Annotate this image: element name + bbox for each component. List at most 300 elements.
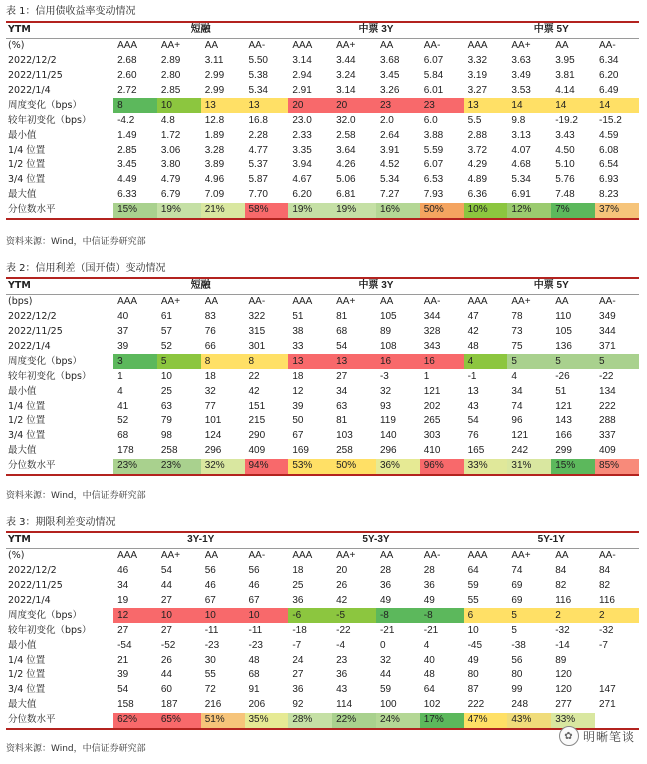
table-cell: 3.94	[292, 159, 312, 171]
table-cell: 89	[555, 654, 567, 666]
table-cell: AA-	[423, 40, 441, 52]
table-cell: 52	[160, 341, 172, 352]
table-cell: AA	[379, 296, 394, 308]
table-cell: 5.38	[248, 70, 268, 82]
table-cell: 14	[595, 98, 639, 113]
row-label: 2022/1/4	[8, 595, 51, 606]
table-cell: 33%	[551, 713, 595, 729]
row-label: 1/4 位置	[8, 400, 46, 412]
table-row	[6, 384, 639, 399]
table-cell: 4.59	[599, 129, 619, 141]
row-label: 周度变化（bps）	[8, 355, 83, 367]
table-cell: 33%	[464, 459, 508, 475]
table-cell: 2.58	[336, 129, 356, 141]
table-cell: 3.68	[379, 55, 400, 67]
corner-label: YTM	[8, 534, 31, 546]
table-cell: 43	[467, 400, 479, 412]
table-cell: 3.45	[379, 70, 400, 82]
table-cell: 51	[555, 385, 567, 397]
table-cell: 4.07	[511, 144, 531, 156]
table-cell: 54	[117, 684, 129, 696]
header-row	[6, 279, 639, 294]
table-cell: 103	[336, 430, 353, 442]
table-cell: AAA	[117, 296, 138, 308]
table-cell: 54	[160, 565, 172, 577]
table-cell: 12	[113, 608, 157, 623]
table-cell: 409	[599, 445, 616, 457]
table-row	[6, 698, 639, 713]
table-row	[6, 158, 639, 173]
table-cell: 1	[423, 370, 430, 382]
table-cell: 28%	[288, 713, 332, 729]
table-cell: 13	[245, 98, 289, 113]
table-cell: 7.27	[379, 189, 400, 201]
table-cell: 84	[599, 565, 611, 577]
table-cell: 8.23	[599, 189, 619, 201]
table-cell: 19	[117, 595, 129, 606]
table-cell: 96	[511, 415, 523, 427]
table-cell: 69	[511, 595, 523, 606]
table-cell: 301	[248, 341, 266, 352]
table-cell: 3.91	[379, 144, 400, 156]
table-row	[6, 354, 639, 369]
table-cell: 23%	[157, 459, 201, 475]
table-cell: 5.76	[555, 174, 575, 186]
table-cell: 72	[204, 684, 216, 696]
table-cell: AA-	[423, 550, 441, 562]
row-label: 较年初变化（bps）	[8, 370, 92, 382]
table-cell: 48	[248, 654, 260, 666]
row-label: 1/4 位置	[8, 144, 46, 156]
table-cell: 13	[288, 354, 332, 369]
table-cell: -5	[332, 608, 376, 623]
table-cell: 4.67	[292, 174, 312, 186]
table-cell: 64	[423, 684, 435, 696]
table-cell: 6.79	[160, 189, 181, 201]
table-cell: 7.09	[204, 189, 225, 201]
table2-source: 资料来源：Wind，中信证券研究部	[6, 491, 146, 501]
table-cell: 2.60	[117, 70, 137, 82]
table-cell: 68	[248, 669, 260, 681]
table-cell: 136	[555, 341, 572, 352]
table-cell: 169	[292, 445, 309, 457]
table-cell: 4.77	[248, 144, 268, 156]
group-header: 中票 3Y	[358, 280, 394, 292]
table3-title: 表 3：期限利差变动情况	[6, 517, 116, 528]
table-cell: -21	[379, 624, 395, 636]
wechat-logo-icon: ✿	[559, 726, 579, 746]
table-cell: 20	[336, 565, 348, 577]
table-cell: 10	[201, 608, 245, 623]
table-cell: 15%	[113, 203, 157, 219]
table-cell: 100	[379, 699, 397, 711]
table-cell: AA	[555, 296, 569, 308]
table-cell: 49	[467, 654, 479, 666]
table-cell: AA+	[160, 40, 181, 52]
table-cell: AA	[555, 550, 569, 562]
table-cell: 3.95	[555, 55, 575, 67]
table-cell: 5	[551, 354, 595, 369]
table-cell: 46	[204, 580, 216, 592]
row-label: 最大值	[8, 445, 37, 457]
table-cell: 32	[379, 385, 392, 397]
table-cell: -3	[379, 370, 389, 382]
table-cell: AA	[204, 550, 219, 562]
table-cell: 13	[201, 98, 245, 113]
table-cell: -21	[423, 624, 439, 636]
table-cell: 288	[599, 415, 616, 427]
table-cell: 34	[336, 385, 348, 397]
row-label: 最小值	[8, 639, 37, 651]
table-cell: 3.44	[336, 55, 356, 67]
table-cell: 27	[160, 624, 172, 636]
table-cell: 48	[423, 669, 435, 681]
table-cell: -8	[376, 608, 420, 623]
table-cell: 39	[117, 669, 129, 681]
table-cell: 5.37	[248, 159, 268, 171]
row-label: 周度变化（bps）	[8, 99, 83, 111]
table-cell: 3.13	[511, 129, 531, 141]
watermark	[559, 726, 635, 746]
table-cell: 3	[113, 354, 157, 369]
table-cell: 5.87	[248, 174, 268, 186]
table-cell: 96%	[420, 459, 464, 475]
table-cell: 38	[292, 326, 304, 338]
table-cell: 4	[464, 354, 508, 369]
table-cell: 2.89	[160, 55, 181, 67]
table-cell: -11	[248, 624, 263, 636]
table-cell: 13	[467, 385, 479, 397]
table-cell: 63	[336, 400, 348, 412]
table-cell: 6.53	[423, 174, 444, 186]
table-cell: 6.93	[599, 174, 619, 186]
table-cell: 258	[160, 445, 178, 457]
table-cell: 1.89	[204, 129, 225, 141]
table-cell: 119	[379, 415, 396, 427]
table-cell: -45	[467, 639, 483, 651]
table-cell: 84	[555, 565, 567, 577]
table-cell: 56	[248, 565, 260, 577]
table-cell: 15%	[551, 459, 595, 475]
table-cell: -32	[599, 624, 614, 636]
table-cell: 19%	[288, 203, 332, 219]
table-cell: -18	[292, 624, 307, 636]
table-cell: -38	[511, 639, 526, 651]
group-header: 3Y-1Y	[187, 534, 215, 546]
row-label: 2022/11/25	[8, 580, 63, 592]
table-cell: 43	[336, 684, 348, 696]
table-row	[6, 623, 639, 638]
table-cell: AA-	[599, 40, 616, 52]
row-label: 1/2 位置	[8, 669, 46, 681]
table-row	[6, 399, 639, 414]
table-cell: 6.20	[599, 70, 619, 82]
table-cell: 337	[599, 430, 616, 442]
table-cell: 6.91	[511, 189, 531, 201]
table-cell: 2	[595, 608, 639, 623]
watermark-text: 明晰笔谈	[582, 729, 635, 744]
row-label: 分位数水平	[8, 460, 56, 472]
table-cell: 36	[292, 595, 304, 606]
table-cell: 32	[379, 654, 392, 666]
table-cell: 28	[423, 565, 435, 577]
table-cell: 26	[160, 654, 172, 666]
corner-label: YTM	[8, 24, 31, 36]
table-cell: 6.07	[423, 55, 444, 67]
table-cell: 2.99	[204, 85, 225, 96]
table-cell: AAA	[117, 40, 138, 52]
row-label: 2022/1/4	[8, 341, 51, 352]
table-cell: 78	[511, 311, 523, 323]
table-cell: -15.2	[599, 114, 622, 126]
table-cell: 6.36	[467, 189, 488, 201]
table-row	[6, 608, 639, 623]
table-cell: 5	[595, 354, 639, 369]
table-cell: 10	[245, 608, 289, 623]
table-cell: 28	[379, 565, 392, 577]
table-cell: 57	[160, 326, 172, 338]
table-cell: 108	[379, 341, 397, 352]
table-cell: 91	[248, 684, 260, 696]
table-cell: 121	[511, 430, 529, 442]
table-cell: 5	[511, 624, 517, 636]
table-cell: 42	[248, 385, 260, 397]
table-cell: 2.80	[160, 70, 181, 82]
table-cell: 6.08	[599, 144, 619, 156]
table-cell: 67	[204, 595, 216, 606]
table-cell: 3.53	[511, 85, 531, 96]
table-cell: 46	[117, 565, 129, 577]
row-label: (%)	[8, 550, 25, 562]
table-cell: -8	[420, 608, 464, 623]
table-cell: 47	[467, 311, 479, 323]
table-cell: 6.07	[423, 159, 444, 171]
table-row	[6, 369, 639, 384]
row-label: 2022/12/2	[8, 55, 57, 67]
table-cell: 74	[511, 400, 523, 412]
table-cell: -7	[599, 639, 608, 651]
table-cell: 187	[160, 699, 178, 711]
table-cell: 248	[511, 699, 529, 711]
table-cell: -19.2	[555, 114, 578, 126]
table-cell: -7	[292, 639, 302, 651]
row-label: 3/4 位置	[8, 684, 46, 696]
table-cell: 56	[204, 565, 216, 577]
table-cell: 1.72	[160, 129, 181, 141]
table-cell: 10	[467, 624, 479, 636]
table-cell: -6	[288, 608, 332, 623]
table-cell: 94%	[245, 459, 289, 475]
corner-label: YTM	[8, 280, 31, 292]
row-label: 1/2 位置	[8, 415, 46, 427]
table-cell: -52	[160, 639, 176, 651]
table-row	[6, 54, 639, 69]
table-cell: 51%	[201, 713, 245, 729]
table-cell: 4.96	[204, 174, 225, 186]
table-cell: 68	[117, 430, 129, 442]
table-cell: 89	[379, 326, 392, 338]
table-cell: 49	[379, 595, 392, 606]
table-cell: 59	[467, 580, 479, 592]
table-cell: 92	[292, 699, 304, 711]
table-cell: 43%	[507, 713, 551, 729]
table-row	[6, 84, 639, 99]
table-cell	[595, 653, 639, 668]
table-cell: 36	[379, 580, 392, 592]
table-cell: 4.50	[555, 144, 575, 156]
table-row	[6, 188, 639, 203]
table-cell: 64	[467, 565, 479, 577]
group-header: 5Y-1Y	[537, 534, 565, 546]
table-cell: 6.20	[292, 189, 312, 201]
table-cell: 5.5	[467, 114, 482, 126]
table-cell: 3.14	[292, 55, 312, 67]
table-cell: AA	[555, 40, 569, 52]
table-cell: 44	[379, 669, 392, 681]
row-label: 周度变化（bps）	[8, 609, 83, 621]
table-cell: 67	[248, 595, 260, 606]
table-cell: AA-	[248, 296, 266, 308]
table3-source: 资料来源：Wind，中信证券研究部	[6, 744, 146, 754]
table-cell: 121	[423, 385, 441, 397]
table-cell: AA	[204, 40, 219, 52]
table-cell: 3.24	[336, 70, 356, 82]
table-cell: 2.94	[292, 70, 312, 82]
table-cell: 85%	[595, 459, 639, 475]
table-cell: 110	[555, 311, 572, 323]
table-cell: 134	[599, 385, 616, 397]
table-cell: AA	[379, 550, 394, 562]
table-cell: 105	[555, 326, 572, 338]
table-cell: 5.84	[423, 70, 444, 82]
table-cell: 2	[551, 608, 595, 623]
table-cell: 41	[117, 400, 129, 412]
table-cell: 16.8	[248, 114, 268, 126]
table-cell: 343	[423, 341, 441, 352]
table-row	[6, 69, 639, 84]
table-cell	[595, 668, 639, 683]
table-cell: 67	[292, 430, 304, 442]
table-cell: 3.14	[336, 85, 356, 96]
table-cell: 14	[551, 98, 595, 113]
row-label: 3/4 位置	[8, 430, 46, 442]
table-cell: 9.8	[511, 114, 526, 126]
table-row	[6, 325, 639, 340]
table-cell: 33	[292, 341, 304, 352]
table-cell: 3.89	[204, 159, 225, 171]
table-row	[6, 668, 639, 683]
table-cell: 4	[117, 385, 123, 397]
table-cell: 25	[292, 580, 304, 592]
row-label: 2022/12/2	[8, 311, 57, 323]
row-label: 最大值	[8, 189, 37, 201]
table-cell: 75	[511, 341, 523, 352]
table-cell: AA+	[160, 296, 181, 308]
table-cell: 206	[248, 699, 266, 711]
table-cell: 42	[467, 326, 479, 338]
table-cell: 2.0	[379, 114, 394, 126]
table-cell: 51	[292, 311, 304, 323]
table-cell: -54	[117, 639, 132, 651]
table-cell: 81	[336, 311, 348, 323]
table-cell: 99	[511, 684, 523, 696]
table-cell: 34	[511, 385, 523, 397]
table-cell: 2.85	[117, 144, 137, 156]
table-cell: 124	[204, 430, 222, 442]
table-cell: AA-	[248, 550, 266, 562]
table-cell: 3.43	[555, 129, 575, 141]
table-cell: 3.27	[467, 85, 488, 96]
table-row	[6, 579, 639, 594]
table-cell: 151	[248, 400, 266, 412]
table-cell: 121	[555, 400, 572, 412]
table-cell: 40	[423, 654, 435, 666]
table-cell: 140	[379, 430, 397, 442]
table-cell: 3.35	[292, 144, 312, 156]
table-cell: 5	[507, 608, 551, 623]
table-cell: 102	[423, 699, 441, 711]
table-cell: 21%	[201, 203, 245, 219]
group-header: 短融	[190, 24, 211, 36]
table-cell: 76	[467, 430, 479, 442]
table-cell: 4.14	[555, 85, 575, 96]
table-cell: 5.34	[248, 85, 268, 96]
table-cell: 5.34	[379, 174, 400, 186]
table1	[6, 23, 639, 220]
table-cell: 258	[336, 445, 353, 457]
table-cell: 58%	[245, 203, 289, 219]
header-row	[6, 533, 639, 548]
table-cell: 77	[204, 400, 216, 412]
table-cell: 34	[117, 580, 129, 592]
table-cell: 216	[204, 699, 222, 711]
table-cell: 222	[599, 400, 616, 412]
table-cell: 4.8	[160, 114, 175, 126]
group-header: 中票 5Y	[533, 280, 569, 292]
table-cell: 31%	[507, 459, 551, 475]
table-row	[6, 98, 639, 113]
table-row	[6, 173, 639, 188]
table-cell: 65%	[157, 713, 201, 729]
table-cell: 242	[511, 445, 529, 457]
table-row	[6, 429, 639, 444]
table-cell: 166	[555, 430, 572, 442]
table-cell: -1	[467, 370, 477, 382]
table-cell: 2.99	[204, 70, 225, 82]
table-cell: 8	[113, 98, 157, 113]
table-cell: 16	[376, 354, 420, 369]
row-label: 1/4 位置	[8, 654, 46, 666]
table-cell: 44	[160, 580, 172, 592]
table-row	[6, 444, 639, 459]
table-cell: 79	[160, 415, 172, 427]
table-cell: AAA	[292, 296, 313, 308]
row-label: 较年初变化（bps）	[8, 114, 92, 126]
table-cell: 116	[555, 595, 572, 606]
table-cell: 3.26	[379, 85, 400, 96]
table-cell: 5.06	[336, 174, 356, 186]
group-header: 中票 3Y	[358, 24, 394, 36]
table-cell: 50%	[332, 459, 376, 475]
table-cell: 81	[336, 415, 348, 427]
table-row	[6, 459, 639, 475]
table-cell: 63	[160, 400, 172, 412]
table-cell: 4	[511, 370, 517, 382]
table-cell: 7%	[551, 203, 595, 219]
table-cell: 2.72	[117, 85, 137, 96]
table-cell: 4.89	[467, 174, 488, 186]
table-cell: 344	[599, 326, 616, 338]
